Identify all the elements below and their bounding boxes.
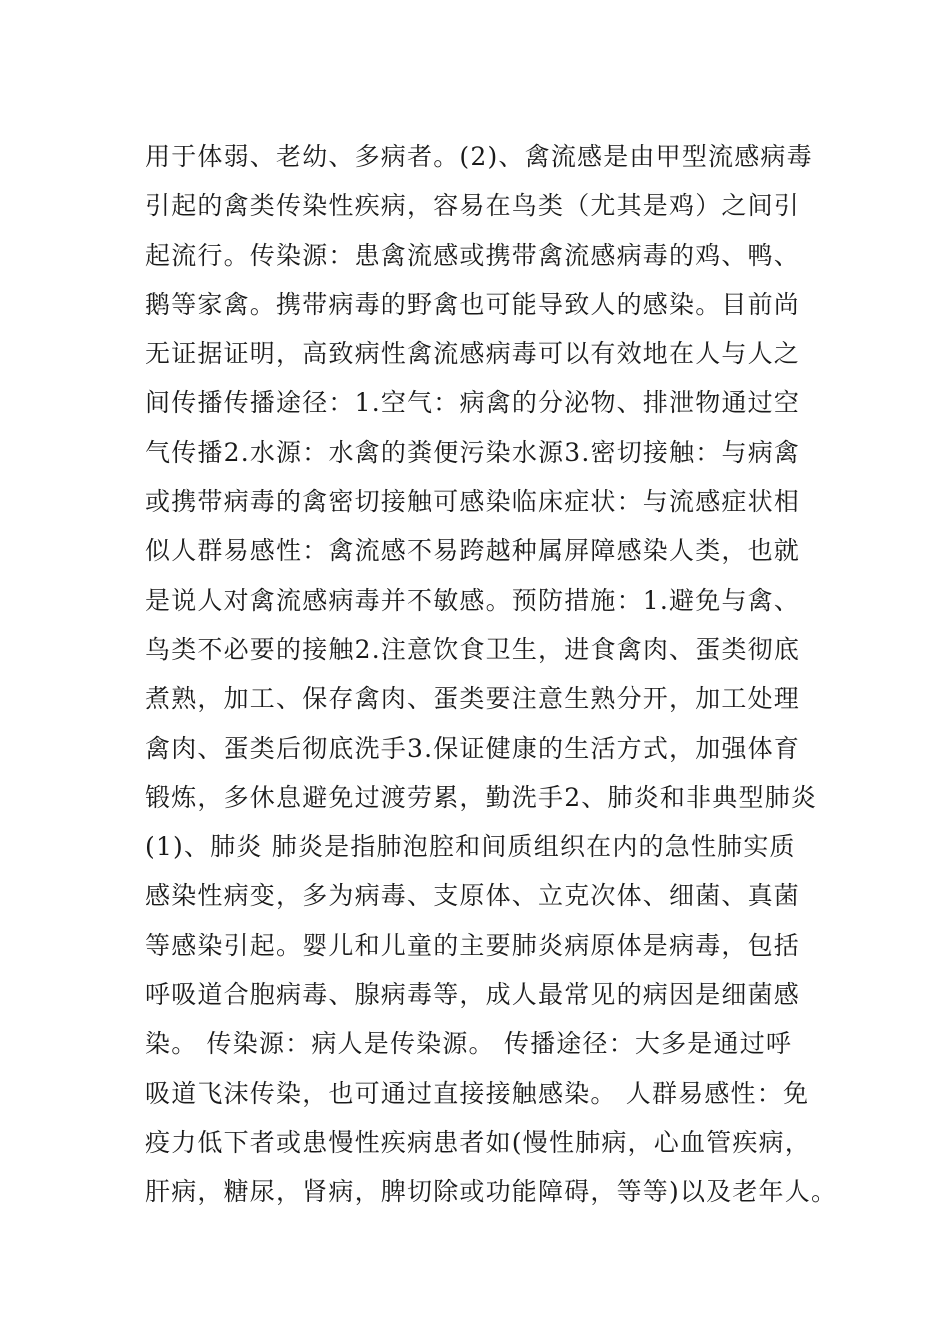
text-line: 鸟类不必要的接触2.注意饮食卫生，进食禽肉、蛋类彻底 [145,634,801,664]
text-line: 煮熟，加工、保存禽肉、蛋类要注意生熟分开，加工处理 [145,684,801,714]
text-line: 感染性病变，多为病毒、支原体、立克次体、细菌、真菌 [145,881,801,911]
text-line: 用于体弱、老幼、多病者。(2)、禽流感是由甲型流感病毒 [145,142,813,171]
text-line: 引起的禽类传染性疾病，容易在鸟类（尤其是鸡）之间引 [145,191,801,221]
text-line: 或携带病毒的禽密切接触可感染临床症状：与流感症状相 [145,487,801,517]
text-line: 锻炼，多休息避免过渡劳累，勤洗手2、肺炎和非典型肺炎 [145,782,818,812]
text-line: 肝病，糖尿，肾病，脾切除或功能障碍，等等)以及老年人。 [145,1177,838,1207]
text-line: 染。 传染源：病人是传染源。 传播途径：大多是通过呼 [145,1029,793,1059]
text-line: 吸道飞沫传染，也可通过直接接触感染。 人群易感性：免 [145,1078,810,1108]
text-line: 似人群易感性：禽流感不易跨越种属屏障感染人类，也就 [145,536,801,566]
text-line: 呼吸道合胞病毒、腺病毒等，成人最常见的病因是细菌感 [145,980,801,1010]
text-line: (1)、肺炎 肺炎是指肺泡腔和间质组织在内的急性肺实质 [145,832,796,862]
text-line: 起流行。传染源：患禽流感或携带禽流感病毒的鸡、鸭、 [145,240,801,270]
text-line: 等感染引起。婴儿和儿童的主要肺炎病原体是病毒，包括 [145,930,801,960]
text-line: 疫力低下者或患慢性疾病患者如(慢性肺病，心血管疾病， [145,1127,811,1157]
text-line: 气传播2.水源：水禽的粪便污染水源3.密切接触：与病禽 [145,437,801,467]
text-line: 无证据证明，高致病性禽流感病毒可以有效地在人与人之 [145,339,801,369]
text-line: 间传播传播途径：1.空气：病禽的分泌物、排泄物通过空 [145,388,801,418]
body-text [145,132,845,1217]
text-line: 禽肉、蛋类后彻底洗手3.保证健康的生活方式，加强体育 [145,733,801,763]
text-line: 是说人对禽流感病毒并不敏感。预防措施：1.避免与禽、 [145,585,801,615]
text-line: 鹅等家禽。携带病毒的野禽也可能导致人的感染。目前尚 [145,289,801,319]
